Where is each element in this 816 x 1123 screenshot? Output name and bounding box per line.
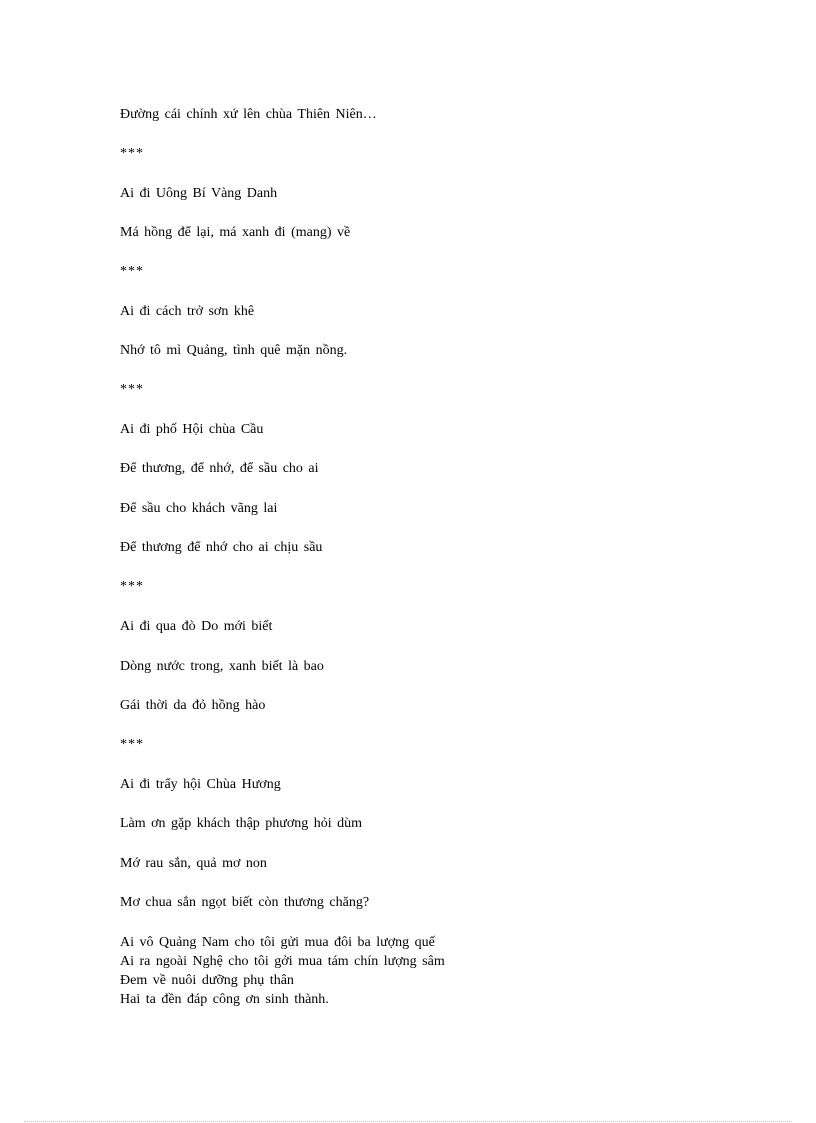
poem-line: Ai đi trẩy hội Chùa Hương [120, 777, 281, 792]
poem-line: Nhớ tô mì Quảng, tình quê mặn nồng. [120, 343, 348, 358]
poem-line: Mơ chua sắn ngọt biết còn thương chăng? [120, 895, 370, 910]
poem-line: Ai đi Uông Bí Vàng Danh [120, 186, 278, 201]
final-stanza-line: Ai vô Quảng Nam cho tôi gửi mua đôi ba lượng quế [120, 935, 435, 950]
stanza-separator: *** [120, 382, 144, 397]
stanza-separator: *** [120, 737, 144, 752]
stanza-separator: *** [120, 146, 144, 161]
poem-line: Để thương, để nhớ, để sầu cho ai [120, 461, 319, 476]
stanza-separator: *** [120, 579, 144, 594]
poem-line: Dòng nước trong, xanh biết là bao [120, 659, 324, 674]
poem-line: Ai đi cách trở sơn khê [120, 304, 255, 319]
poem-line: Ai đi qua đò Do mới biết [120, 619, 273, 634]
poem-line: Làm ơn gặp khách thập phương hỏi dùm [120, 816, 363, 831]
poem-line: Để sầu cho khách vãng lai [120, 501, 278, 516]
poem-line: Đường cái chính xứ lên chùa Thiên Niên… [120, 107, 377, 122]
final-stanza-line: Ai ra ngoài Nghệ cho tôi gởi mua tám chín lượng sâm [120, 954, 445, 969]
final-stanza-line: Hai ta đền đáp công ơn sinh thành. [120, 992, 329, 1007]
poem-line: Ai đi phố Hội chùa Cầu [120, 422, 264, 437]
poem-line: Má hồng để lại, má xanh đi (mang) về [120, 225, 351, 240]
poem-line: Để thương để nhớ cho ai chịu sầu [120, 540, 323, 555]
poem-line: Mớ rau sắn, quả mơ non [120, 856, 267, 871]
page-bottom-rule [24, 1121, 792, 1122]
final-stanza-line: Đem về nuôi dưỡng phụ thân [120, 973, 294, 988]
stanza-separator: *** [120, 264, 144, 279]
poem-line: Gái thời da đỏ hồng hào [120, 698, 266, 713]
